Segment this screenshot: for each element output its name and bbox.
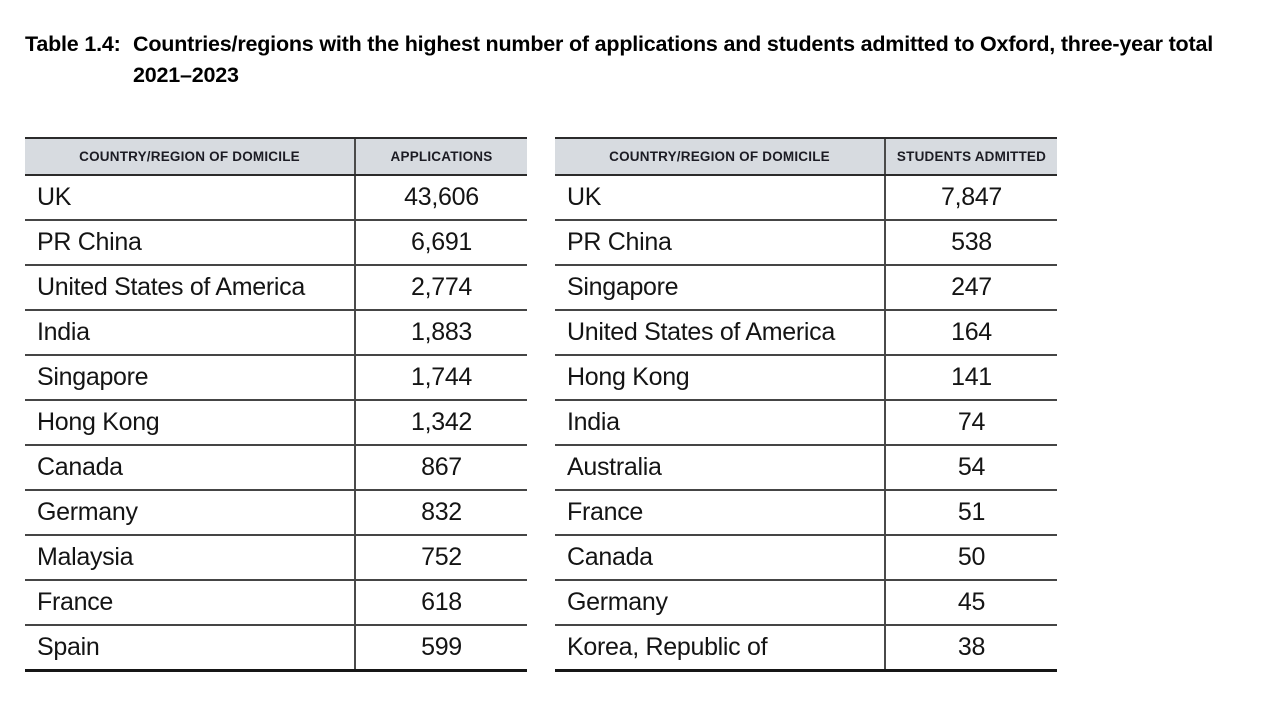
table-title-line1: Countries/regions with the highest number of applications and students admitted to Oxford, three-year total xyxy=(133,32,1213,56)
table-row xyxy=(555,580,1057,625)
value-cell: 1,744 xyxy=(355,355,527,400)
country-cell: Germany xyxy=(555,580,885,625)
value-cell: 599 xyxy=(355,625,527,670)
country-cell: Canada xyxy=(555,535,885,580)
country-cell: Hong Kong xyxy=(555,355,885,400)
country-cell: Singapore xyxy=(25,355,355,400)
applications-column-header: APPLICATIONS xyxy=(355,138,527,175)
value-cell: 1,342 xyxy=(355,400,527,445)
value-cell: 6,691 xyxy=(355,220,527,265)
value-cell: 2,774 xyxy=(355,265,527,310)
country-cell: France xyxy=(25,580,355,625)
table-row xyxy=(25,490,527,535)
country-cell: France xyxy=(555,490,885,535)
table-row xyxy=(555,490,1057,535)
tables-container xyxy=(25,137,1057,672)
country-cell: India xyxy=(25,310,355,355)
table-row xyxy=(555,625,1057,670)
applications-header-row xyxy=(25,138,527,175)
value-cell: 1,883 xyxy=(355,310,527,355)
country-cell: India xyxy=(555,400,885,445)
table-row xyxy=(555,310,1057,355)
value-cell: 164 xyxy=(885,310,1057,355)
country-cell: PR China xyxy=(555,220,885,265)
country-cell: Canada xyxy=(25,445,355,490)
country-column-header: COUNTRY/REGION OF DOMICILE xyxy=(25,138,355,175)
value-cell: 7,847 xyxy=(885,175,1057,220)
table-row xyxy=(25,625,527,670)
table-row xyxy=(555,445,1057,490)
table-row xyxy=(555,535,1057,580)
table-title-text xyxy=(133,29,1265,91)
value-cell: 618 xyxy=(355,580,527,625)
country-cell: UK xyxy=(25,175,355,220)
value-cell: 51 xyxy=(885,490,1057,535)
students-admitted-table-body xyxy=(555,175,1057,670)
value-cell: 54 xyxy=(885,445,1057,490)
table-row xyxy=(555,220,1057,265)
table-row xyxy=(555,175,1057,220)
table-row xyxy=(555,400,1057,445)
applications-table-body xyxy=(25,175,527,670)
country-cell: Singapore xyxy=(555,265,885,310)
table-row xyxy=(25,355,527,400)
country-cell: PR China xyxy=(25,220,355,265)
students-admitted-table xyxy=(555,137,1057,672)
table-row xyxy=(25,535,527,580)
table-number-label: Table 1.4: xyxy=(25,32,121,56)
value-cell: 74 xyxy=(885,400,1057,445)
value-cell: 867 xyxy=(355,445,527,490)
value-cell: 50 xyxy=(885,535,1057,580)
table-row xyxy=(555,265,1057,310)
students-admitted-column-header: STUDENTS ADMITTED xyxy=(885,138,1057,175)
table-row xyxy=(25,445,527,490)
value-cell: 141 xyxy=(885,355,1057,400)
country-cell: Australia xyxy=(555,445,885,490)
country-cell: Korea, Republic of xyxy=(555,625,885,670)
country-cell: Spain xyxy=(25,625,355,670)
table-row xyxy=(25,175,527,220)
students-admitted-header-row xyxy=(555,138,1057,175)
country-cell: Germany xyxy=(25,490,355,535)
table-row xyxy=(25,265,527,310)
table-row xyxy=(25,400,527,445)
value-cell: 45 xyxy=(885,580,1057,625)
country-cell: Hong Kong xyxy=(25,400,355,445)
value-cell: 538 xyxy=(885,220,1057,265)
table-title-line2: 2021–2023 xyxy=(133,63,239,87)
country-column-header: COUNTRY/REGION OF DOMICILE xyxy=(555,138,885,175)
value-cell: 752 xyxy=(355,535,527,580)
country-cell: Malaysia xyxy=(25,535,355,580)
table-row xyxy=(555,355,1057,400)
table-caption xyxy=(25,29,1265,91)
table-row xyxy=(25,220,527,265)
value-cell: 247 xyxy=(885,265,1057,310)
country-cell: United States of America xyxy=(555,310,885,355)
value-cell: 832 xyxy=(355,490,527,535)
country-cell: UK xyxy=(555,175,885,220)
value-cell: 43,606 xyxy=(355,175,527,220)
table-row xyxy=(25,580,527,625)
applications-table xyxy=(25,137,527,672)
country-cell: United States of America xyxy=(25,265,355,310)
table-row xyxy=(25,310,527,355)
value-cell: 38 xyxy=(885,625,1057,670)
